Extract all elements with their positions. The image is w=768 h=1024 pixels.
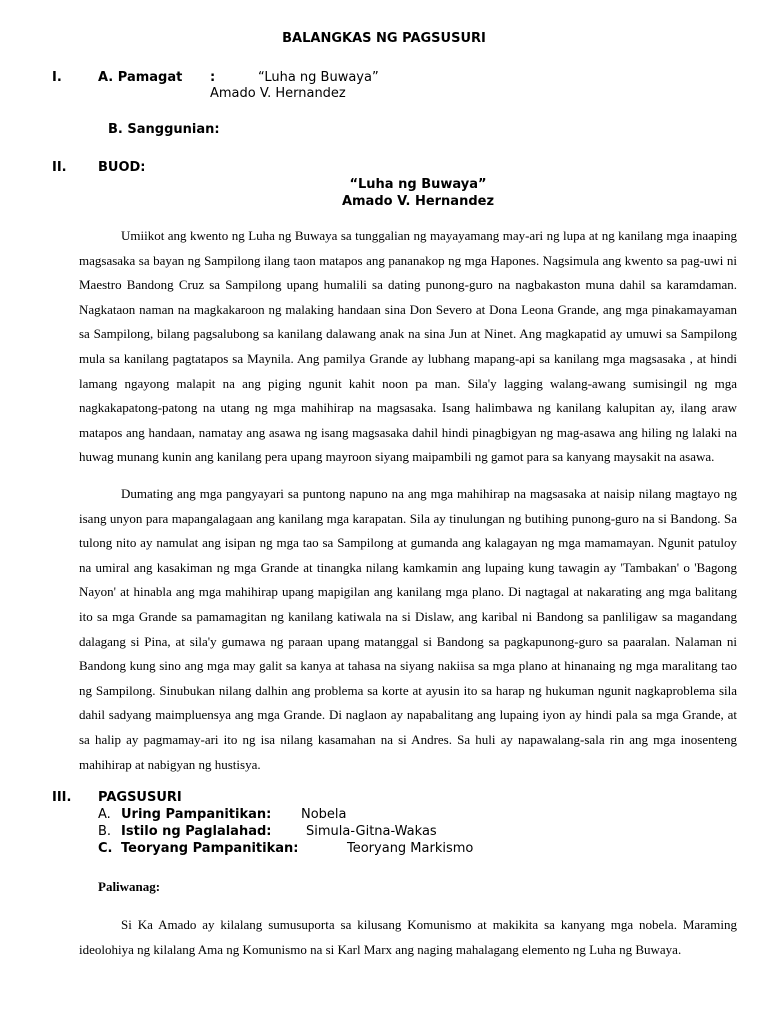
- pagsusuri-item-value: Nobela: [301, 807, 347, 822]
- pagsusuri-item-value: Teoryang Markismo: [347, 841, 474, 856]
- pamagat-title: “Luha ng Buwaya”: [258, 70, 379, 85]
- pagsusuri-label: PAGSUSURI: [98, 790, 182, 805]
- buod-author: Amado V. Hernandez: [341, 194, 495, 209]
- paliwanag-paragraph: Si Ka Amado ay kilalang sumusuporta sa kilusang Komunismo at makikita sa kanyang mga nobela. Maraming ideolohiya ng kilalang Ama ng Komunismo na si Karl Marx ang naging mahalagang elemento ng Luha ng Buwaya.: [79, 917, 737, 957]
- section-2-numeral: II.: [52, 160, 67, 175]
- section-1-numeral: I.: [52, 70, 62, 85]
- pagsusuri-item-label: Uring Pampanitikan:: [121, 807, 272, 822]
- paliwanag-label: Paliwanag:: [98, 879, 161, 894]
- pagsusuri-item-letter: B.: [98, 824, 112, 839]
- pagsusuri-item-letter: C.: [98, 841, 113, 856]
- pamagat-label: A. Pamagat: [98, 70, 183, 85]
- buod-title: “Luha ng Buwaya”: [349, 177, 487, 192]
- section-3-numeral: III.: [52, 790, 72, 805]
- document-title: BALANGKAS NG PAGSUSURI: [282, 31, 486, 46]
- pagsusuri-item-label: Istilo ng Paglalahad:: [121, 824, 272, 839]
- pagsusuri-item-letter: A.: [98, 807, 111, 822]
- pagsusuri-item-label: Teoryang Pampanitikan:: [121, 841, 299, 856]
- pamagat-author: Amado V. Hernandez: [210, 86, 346, 101]
- pagsusuri-item-value: Simula-Gitna-Wakas: [306, 824, 437, 839]
- buod-paragraph-2: Dumating ang mga pangyayari sa puntong napuno na ang mga mahihirap na magsasaka at naisip nilang magtayo ng isang unyon para mapangalagaan ang kanilang mga karapatan. Sila ay tinulungan ng butihing punong-guro na si Bandong. Sa tulong nito ay namulat ang isipan ng mga tao sa Sampilong at gumanda ang kalagayan ng mga mamamayan. Ngunit patuloy na umiral ang kasakiman ng mga Grande at tinangka nilang kamkamin ang lupaing kung tawagin ay 'Tambakan' o 'Bagong Nayon' at hinabla ang mga mahihirap upang mapigilan ang kanilang mga plano. Di nagtagal at nakarating ang mga balitang ito sa mga Grande sa pamamagitan ng kanilang katiwala na si Dislaw, ang karibal ni Bandong sa panliligaw sa magandang dalagang si Pina, at sila'y gumawa ng paraan upang matanggal si Bandong sa pagkapunong-guro sa paaralan. Nalaman ni Bandong kung sino ang mga may galit sa kanya at tahasa na siyang nakiisa sa mga plano at hinanaing ng mga maralitang tao ng Sampilong. Sinubukan nilang dalhin ang problema sa korte at ayusin ito sa harap ng hukuman ngunit nagkaproblema sila dahil sadyang maimpluensya ang mga Grande. Di naglaon ay napabalitang ang lupaing iyon ay hindi pala sa mga Grande, at sa halip ay pagmamay-ari ito ng isa nilang kasamahan na si Andres. Sa huli ay napawalang-sala rin ang mga inosenteng mahihirap at nabigyan ng hustisya.: [79, 486, 737, 772]
- pamagat-colon: :: [210, 70, 216, 85]
- buod-label: BUOD:: [98, 160, 146, 175]
- buod-paragraph-1: Umiikot ang kwento ng Luha ng Buwaya sa tunggalian ng mayayamang may-ari ng lupa at ng kanilang mga inaaping magsasaka sa bayan ng Sampilong ilang taon matapos ang pananakop ng mga Hapones. Nagsimula ang kwento sa pag-uwi ni Maestro Bandong Cruz sa Sampilong upang humalili sa dating punong-guro na nagbakaston muna dahil sa karamdaman. Nagkataon naman na magkakaroon ng malaking handaan sina Don Severo at Dona Leona Grande, ang mga pinakamayaman sa Sampilong, bilang pagsalubong sa kanilang dalawang anak na sina Jun at Ninet. Ang magkapatid ay umuwi sa Sampilong mula sa kanilang pagtatapos sa Maynila. Ang pamilya Grande ay lubhang mapang-api sa kanilang mga magsasaka , at hindi lamang ngayong malapit na ang piging ngunit kahit noon pa man. Sila'y lagging walang-awang sumisingil ng mga nagkakapatong-patong na utang ng mga mahihirap na magsasaka. Isang halimbawa ng kanilang kalupitan ay, ilang araw matapos ang handaan, namatay ang asawa ng isang magsasaka dahil hindi pinagbigyan ng mag-asawa ang hiling ng lalaki na huwag munang kunin ang kanilang pera upang mayroon siyang maipambili ng gamot para sa kanyang maysakit na asawa.: [79, 228, 737, 465]
- sanggunian-label: B. Sanggunian:: [108, 122, 220, 137]
